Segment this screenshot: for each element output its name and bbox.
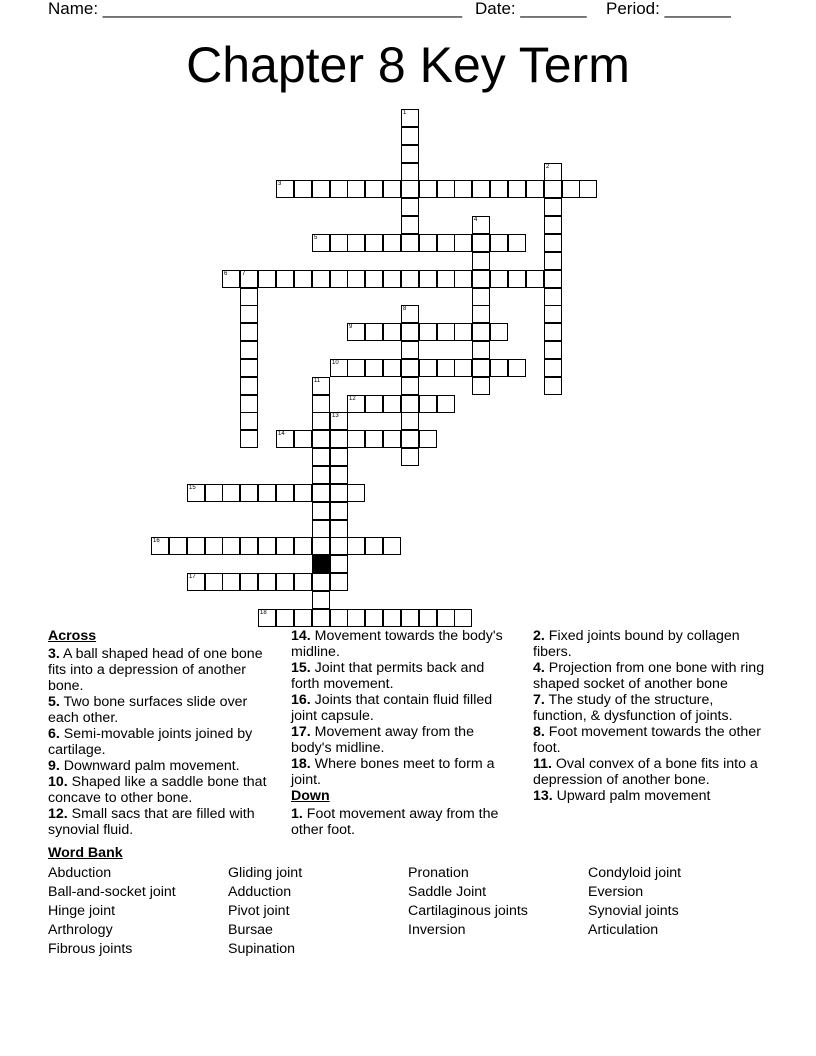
crossword-cell[interactable] xyxy=(383,270,401,288)
crossword-cell[interactable] xyxy=(240,412,258,430)
clue-number: 13. xyxy=(533,788,553,804)
crossword-cell[interactable] xyxy=(401,198,419,216)
word-bank-item: Articulation xyxy=(588,922,659,938)
crossword-cell[interactable] xyxy=(347,395,365,413)
crossword-cell[interactable] xyxy=(562,180,580,198)
crossword-cell[interactable] xyxy=(437,234,455,252)
clue-item xyxy=(48,774,273,806)
crossword-cell[interactable] xyxy=(454,323,472,341)
clue-text: Semi-movable joints joined by cartilage. xyxy=(48,726,253,758)
crossword-cell[interactable] xyxy=(401,109,419,127)
crossword-cell[interactable] xyxy=(472,305,490,323)
clue-text: Foot movement away from the other foot. xyxy=(291,806,499,838)
clue-item xyxy=(48,726,273,758)
crossword-cell[interactable] xyxy=(544,234,562,252)
crossword-cell[interactable] xyxy=(472,288,490,306)
clue-number: 7. xyxy=(533,692,545,708)
crossword-cell[interactable] xyxy=(508,359,526,377)
crossword-cell[interactable] xyxy=(365,609,383,627)
word-bank-column xyxy=(48,864,176,959)
crossword-cell[interactable] xyxy=(383,359,401,377)
clue-text: Upward palm movement xyxy=(552,788,711,804)
crossword-cell[interactable] xyxy=(383,180,401,198)
crossword-cell[interactable] xyxy=(472,180,490,198)
crossword-cell[interactable] xyxy=(187,484,205,502)
crossword-cell[interactable] xyxy=(347,430,365,448)
crossword-cell[interactable] xyxy=(240,341,258,359)
crossword-black-cell xyxy=(312,555,330,573)
crossword-cell[interactable] xyxy=(454,234,472,252)
word-bank-item: Inversion xyxy=(408,922,466,938)
clue-item xyxy=(533,724,768,756)
crossword-cell[interactable] xyxy=(240,323,258,341)
crossword-cell[interactable] xyxy=(401,341,419,359)
crossword-cell[interactable] xyxy=(437,609,455,627)
crossword-cell[interactable] xyxy=(544,270,562,288)
crossword-cell[interactable] xyxy=(419,234,437,252)
clue-item xyxy=(291,628,516,660)
clues-column-1 xyxy=(48,628,273,838)
crossword-cell[interactable] xyxy=(347,537,365,555)
crossword-cell[interactable] xyxy=(472,377,490,395)
crossword-cell[interactable] xyxy=(472,359,490,377)
clue-number: 6. xyxy=(48,726,60,742)
crossword-cell[interactable] xyxy=(472,323,490,341)
crossword-cell[interactable] xyxy=(544,198,562,216)
crossword-cell[interactable] xyxy=(544,252,562,270)
crossword-cell[interactable] xyxy=(258,537,276,555)
clue-text: Foot movement towards the other foot. xyxy=(533,724,761,756)
crossword-cell[interactable] xyxy=(544,216,562,234)
clue-item xyxy=(48,694,273,726)
word-bank-item: Eversion xyxy=(588,884,644,900)
clue-number: 5 xyxy=(314,235,318,241)
word-bank-item: Bursae xyxy=(228,922,273,938)
crossword-cell[interactable] xyxy=(544,180,562,198)
crossword-cell[interactable] xyxy=(365,430,383,448)
word-bank-item: Pivot joint xyxy=(228,903,290,919)
word-bank-item: Ball-and-socket joint xyxy=(48,884,176,900)
crossword-cell[interactable] xyxy=(294,609,312,627)
crossword-cell[interactable] xyxy=(401,127,419,145)
crossword-cell[interactable] xyxy=(544,163,562,181)
crossword-cell[interactable] xyxy=(312,180,330,198)
clue-number: 16. xyxy=(291,692,311,708)
clue-number: 9. xyxy=(48,758,60,774)
crossword-cell[interactable] xyxy=(312,537,330,555)
crossword-cell[interactable] xyxy=(276,180,294,198)
crossword-cell[interactable] xyxy=(544,323,562,341)
crossword-cell[interactable] xyxy=(330,555,348,573)
crossword-cell[interactable] xyxy=(383,537,401,555)
clue-number: 4 xyxy=(474,217,478,223)
crossword-cell[interactable] xyxy=(222,270,240,288)
clue-text: Projection from one bone with ring shaped socket of another bone xyxy=(533,660,765,692)
clue-text: Joints that contain fluid filled joint capsule. xyxy=(291,692,493,724)
clue-number: 18. xyxy=(291,756,311,772)
crossword-cell[interactable] xyxy=(276,609,294,627)
crossword-cell[interactable] xyxy=(365,234,383,252)
crossword-cell[interactable] xyxy=(365,270,383,288)
crossword-cell[interactable] xyxy=(205,537,223,555)
clue-text: Small sacs that are filled with synovial fluid. xyxy=(48,806,255,838)
clue-number: 4. xyxy=(533,660,545,676)
crossword-cell[interactable] xyxy=(330,359,348,377)
word-bank-column xyxy=(408,864,528,940)
crossword-cell[interactable] xyxy=(383,395,401,413)
crossword-cell[interactable] xyxy=(365,537,383,555)
crossword-cell[interactable] xyxy=(330,180,348,198)
crossword-cell[interactable] xyxy=(258,573,276,591)
word-bank-item: Abduction xyxy=(48,865,112,881)
crossword-cell[interactable] xyxy=(490,359,508,377)
clues-column-3 xyxy=(533,628,768,804)
crossword-cell[interactable] xyxy=(240,395,258,413)
crossword-cell[interactable] xyxy=(437,359,455,377)
word-bank-item: Adduction xyxy=(228,884,292,900)
crossword-cell[interactable] xyxy=(276,537,294,555)
crossword-cell[interactable] xyxy=(276,430,294,448)
crossword-cell[interactable] xyxy=(401,448,419,466)
name-field-label: Name: ______________________________________ xyxy=(48,0,463,18)
clue-text: Two bone surfaces slide over each other. xyxy=(48,694,248,726)
crossword-cell[interactable] xyxy=(347,270,365,288)
crossword-cell[interactable] xyxy=(383,323,401,341)
crossword-cell[interactable] xyxy=(454,270,472,288)
crossword-cell[interactable] xyxy=(205,484,223,502)
crossword-cell[interactable] xyxy=(240,270,258,288)
crossword-cell[interactable] xyxy=(437,323,455,341)
word-bank-item: Condyloid joint xyxy=(588,865,682,881)
clue-item xyxy=(533,692,768,724)
crossword-cell[interactable] xyxy=(401,430,419,448)
clue-text: The study of the structure, function, & dysfunction of joints. xyxy=(533,692,733,724)
word-bank-item: Arthrology xyxy=(48,922,113,938)
clue-text: Movement towards the body's midline. xyxy=(291,628,503,660)
crossword-cell[interactable] xyxy=(401,395,419,413)
crossword-cell[interactable] xyxy=(330,520,348,538)
crossword-cell[interactable] xyxy=(258,484,276,502)
crossword-cell[interactable] xyxy=(419,430,437,448)
clue-text: Fixed joints bound by collagen fibers. xyxy=(533,628,740,660)
clue-item xyxy=(291,660,516,692)
crossword-cell[interactable] xyxy=(472,270,490,288)
crossword-cell[interactable] xyxy=(526,270,544,288)
clue-item xyxy=(48,806,273,838)
crossword-cell[interactable] xyxy=(169,537,187,555)
crossword-cell[interactable] xyxy=(454,180,472,198)
crossword-cell[interactable] xyxy=(401,609,419,627)
crossword-cell[interactable] xyxy=(312,234,330,252)
crossword-cell[interactable] xyxy=(294,537,312,555)
clue-item xyxy=(291,806,516,838)
clue-number: 14. xyxy=(291,628,311,644)
crossword-cell[interactable] xyxy=(330,609,348,627)
clue-number: 1. xyxy=(291,806,303,822)
clue-number: 7 xyxy=(242,271,246,277)
clue-number: 16 xyxy=(153,538,160,544)
clue-item xyxy=(533,628,768,660)
clue-item xyxy=(291,756,516,788)
across-heading: Across xyxy=(48,628,97,644)
crossword-cell[interactable] xyxy=(508,180,526,198)
clue-number: 17. xyxy=(291,724,311,740)
crossword-cell[interactable] xyxy=(312,520,330,538)
crossword-cell[interactable] xyxy=(383,609,401,627)
crossword-cell[interactable] xyxy=(187,537,205,555)
clue-item xyxy=(48,646,273,694)
crossword-cell[interactable] xyxy=(401,216,419,234)
clue-item xyxy=(291,724,516,756)
word-bank-item: Pronation xyxy=(408,865,469,881)
clue-number: 6 xyxy=(224,271,228,277)
clues-column-2 xyxy=(291,628,516,838)
crossword-cell[interactable] xyxy=(419,323,437,341)
crossword-cell[interactable] xyxy=(294,180,312,198)
clue-number: 10 xyxy=(332,360,339,366)
clue-text: Oval convex of a bone fits into a depression of another bone. xyxy=(533,756,758,788)
crossword-cell[interactable] xyxy=(365,359,383,377)
crossword-cell[interactable] xyxy=(490,180,508,198)
crossword-cell[interactable] xyxy=(454,609,472,627)
crossword-cell[interactable] xyxy=(276,484,294,502)
clue-number: 1 xyxy=(403,110,407,116)
crossword-cell[interactable] xyxy=(437,395,455,413)
clue-text: Downward palm movement. xyxy=(59,758,240,774)
crossword-cell[interactable] xyxy=(276,573,294,591)
crossword-cell[interactable] xyxy=(347,359,365,377)
crossword-cell[interactable] xyxy=(472,252,490,270)
crossword-cell[interactable] xyxy=(330,537,348,555)
crossword-cell[interactable] xyxy=(330,430,348,448)
crossword-cell[interactable] xyxy=(454,359,472,377)
crossword-cell[interactable] xyxy=(312,609,330,627)
crossword-cell[interactable] xyxy=(419,359,437,377)
crossword-cell[interactable] xyxy=(401,305,419,323)
crossword-cell[interactable] xyxy=(330,502,348,520)
crossword-cell[interactable] xyxy=(401,377,419,395)
crossword-cell[interactable] xyxy=(401,145,419,163)
clue-number: 11 xyxy=(314,378,321,384)
clue-number: 10. xyxy=(48,774,68,790)
crossword-cell[interactable] xyxy=(312,412,330,430)
clue-number: 14 xyxy=(278,431,285,437)
crossword-cell[interactable] xyxy=(401,412,419,430)
clue-text: Shaped like a saddle bone that concave to other bone. xyxy=(48,774,267,806)
clue-text: A ball shaped head of one bone fits into a depression of another bone. xyxy=(48,646,263,694)
crossword-cell[interactable] xyxy=(258,609,276,627)
clue-number: 12 xyxy=(349,396,356,402)
crossword-cell[interactable] xyxy=(490,270,508,288)
crossword-cell[interactable] xyxy=(472,234,490,252)
clue-text: Joint that permits back and forth movement. xyxy=(291,660,485,692)
crossword-cell[interactable] xyxy=(365,395,383,413)
clue-item xyxy=(533,788,768,804)
clue-item xyxy=(533,660,768,692)
crossword-cell[interactable] xyxy=(508,234,526,252)
crossword-cell[interactable] xyxy=(312,591,330,609)
crossword-cell[interactable] xyxy=(294,270,312,288)
clue-number: 5. xyxy=(48,694,60,710)
clue-item xyxy=(291,692,516,724)
crossword-cell[interactable] xyxy=(401,163,419,181)
crossword-cell[interactable] xyxy=(330,270,348,288)
crossword-cell[interactable] xyxy=(312,573,330,591)
clue-number: 3. xyxy=(48,646,60,662)
word-bank-column xyxy=(228,864,302,959)
crossword-cell[interactable] xyxy=(294,430,312,448)
crossword-cell[interactable] xyxy=(490,234,508,252)
crossword-cell[interactable] xyxy=(347,180,365,198)
crossword-cell[interactable] xyxy=(508,270,526,288)
clue-number: 12. xyxy=(48,806,68,822)
word-bank-item: Supination xyxy=(228,941,296,957)
crossword-cell[interactable] xyxy=(347,234,365,252)
crossword-cell[interactable] xyxy=(383,430,401,448)
crossword-cell[interactable] xyxy=(294,484,312,502)
word-bank-item: Fibrous joints xyxy=(48,941,133,957)
clue-number: 3 xyxy=(278,181,282,187)
clue-number: 15 xyxy=(189,485,196,491)
crossword-cell[interactable] xyxy=(312,270,330,288)
crossword-cell[interactable] xyxy=(330,466,348,484)
crossword-cell[interactable] xyxy=(330,484,348,502)
crossword-cell[interactable] xyxy=(401,359,419,377)
crossword-cell[interactable] xyxy=(312,430,330,448)
clue-number: 11. xyxy=(533,756,552,772)
clue-number: 17 xyxy=(189,574,196,580)
date-field-label: Date: _______ xyxy=(475,0,587,18)
crossword-cell[interactable] xyxy=(294,573,312,591)
clue-text: Where bones meet to form a joint. xyxy=(291,756,495,788)
crossword-cell[interactable] xyxy=(490,323,508,341)
crossword-cell[interactable] xyxy=(240,537,258,555)
word-bank-item: Gliding joint xyxy=(228,865,303,881)
clue-number: 8 xyxy=(403,306,407,312)
clue-number: 15. xyxy=(291,660,311,676)
crossword-cell[interactable] xyxy=(419,270,437,288)
word-bank-item: Cartilaginous joints xyxy=(408,903,528,919)
crossword-cell[interactable] xyxy=(419,395,437,413)
crossword-cell[interactable] xyxy=(401,234,419,252)
crossword-cell[interactable] xyxy=(401,270,419,288)
crossword-cell[interactable] xyxy=(240,305,258,323)
crossword-cell[interactable] xyxy=(222,484,240,502)
crossword-cell[interactable] xyxy=(419,609,437,627)
crossword-cell[interactable] xyxy=(312,502,330,520)
crossword-cell[interactable] xyxy=(312,484,330,502)
clue-number: 9 xyxy=(349,324,353,330)
crossword-cell[interactable] xyxy=(205,573,223,591)
clue-number: 2 xyxy=(546,164,550,170)
clue-item xyxy=(48,758,273,774)
crossword-cell[interactable] xyxy=(544,288,562,306)
crossword-cell[interactable] xyxy=(330,448,348,466)
crossword-cell[interactable] xyxy=(240,573,258,591)
crossword-cell[interactable] xyxy=(437,180,455,198)
crossword-cell[interactable] xyxy=(151,537,169,555)
crossword-cell[interactable] xyxy=(312,448,330,466)
crossword-cell[interactable] xyxy=(312,377,330,395)
word-bank-item: Saddle Joint xyxy=(408,884,487,900)
crossword-cell[interactable] xyxy=(312,466,330,484)
crossword-cell[interactable] xyxy=(312,395,330,413)
crossword-cell[interactable] xyxy=(383,234,401,252)
crossword-cell[interactable] xyxy=(276,270,294,288)
crossword-cell[interactable] xyxy=(240,430,258,448)
crossword-cell[interactable] xyxy=(330,234,348,252)
crossword-cell[interactable] xyxy=(240,359,258,377)
crossword-cell[interactable] xyxy=(544,359,562,377)
crossword-cell[interactable] xyxy=(365,180,383,198)
word-bank-column xyxy=(588,864,681,940)
crossword-cell[interactable] xyxy=(187,573,205,591)
page-title: Chapter 8 Key Term xyxy=(186,37,630,93)
crossword-cell[interactable] xyxy=(579,180,597,198)
crossword-cell[interactable] xyxy=(365,323,383,341)
crossword-cell[interactable] xyxy=(347,323,365,341)
crossword-cell[interactable] xyxy=(401,323,419,341)
crossword-cell[interactable] xyxy=(437,270,455,288)
word-bank-heading: Word Bank xyxy=(48,845,123,861)
clue-number: 13 xyxy=(332,413,339,419)
clue-text: Movement away from the body's midline. xyxy=(291,724,474,756)
crossword-cell[interactable] xyxy=(240,288,258,306)
crossword-cell[interactable] xyxy=(347,484,365,502)
crossword-cell[interactable] xyxy=(258,270,276,288)
crossword-cell[interactable] xyxy=(240,484,258,502)
clue-number: 18 xyxy=(260,610,267,616)
crossword-cell[interactable] xyxy=(544,305,562,323)
crossword-cell[interactable] xyxy=(472,341,490,359)
crossword-cell[interactable] xyxy=(347,609,365,627)
crossword-cell[interactable] xyxy=(472,216,490,234)
word-bank-item: Synovial joints xyxy=(588,903,679,919)
crossword-cell[interactable] xyxy=(526,180,544,198)
clue-item xyxy=(533,756,768,788)
crossword-cell[interactable] xyxy=(544,377,562,395)
down-heading: Down xyxy=(291,788,330,804)
crossword-cell[interactable] xyxy=(222,573,240,591)
crossword-cell[interactable] xyxy=(222,537,240,555)
crossword-cell[interactable] xyxy=(330,573,348,591)
word-bank-item: Hinge joint xyxy=(48,903,116,919)
crossword-cell[interactable] xyxy=(401,180,419,198)
crossword-cell[interactable] xyxy=(419,180,437,198)
crossword-cell[interactable] xyxy=(240,377,258,395)
clue-number: 2. xyxy=(533,628,545,644)
period-field-label: Period: _______ xyxy=(606,0,731,18)
clue-number: 8. xyxy=(533,724,545,740)
crossword-cell[interactable] xyxy=(544,341,562,359)
crossword-cell[interactable] xyxy=(330,412,348,430)
